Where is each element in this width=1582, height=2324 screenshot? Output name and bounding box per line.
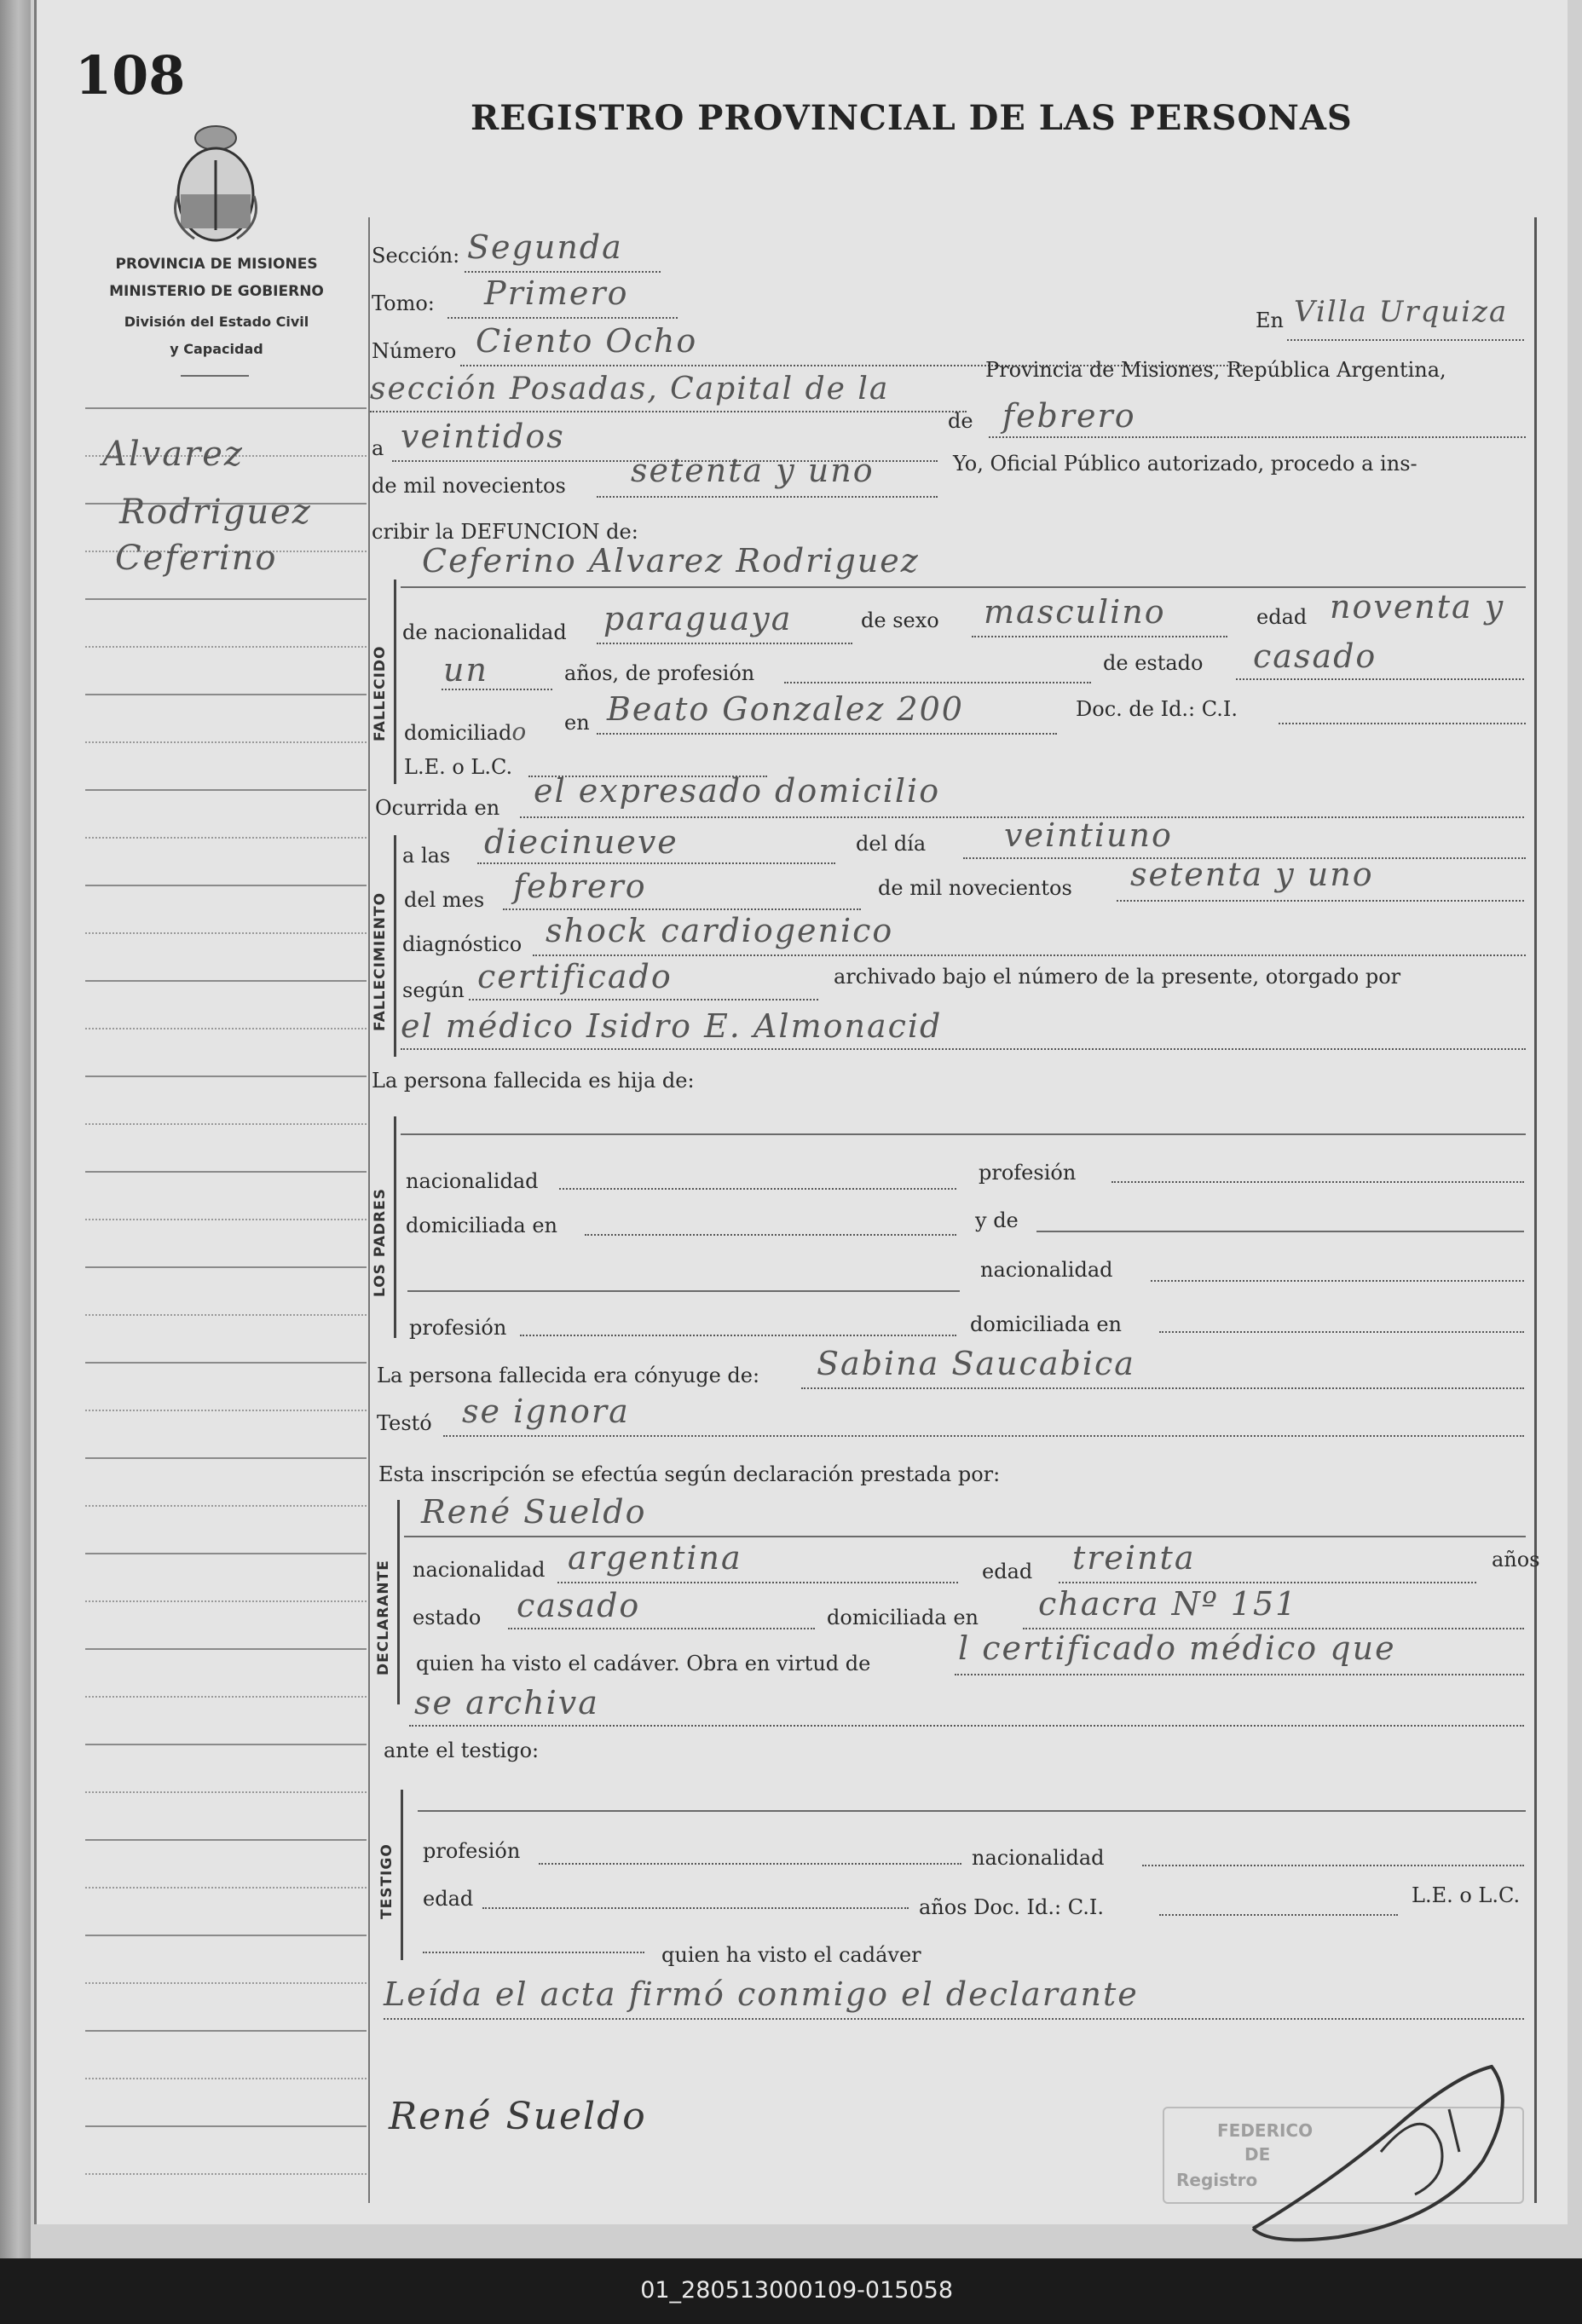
diag-dots xyxy=(533,954,1526,956)
mil-label: de mil novecientos xyxy=(372,474,566,498)
de-value: febrero xyxy=(1002,397,1136,435)
place-dots xyxy=(370,411,967,412)
diag-value: shock cardiogenico xyxy=(546,912,894,949)
le-label: L.E. o L.C. xyxy=(404,755,513,779)
padres-nac-dots xyxy=(559,1188,956,1190)
testigo-profesion-label: profesión xyxy=(423,1839,521,1863)
segun-value: certificado xyxy=(477,958,673,995)
sexo-label: de sexo xyxy=(861,608,939,632)
testigo-name-line xyxy=(418,1810,1526,1812)
margin-ruled-line xyxy=(85,1457,367,1459)
en-label: En xyxy=(1256,309,1284,332)
padres-line-2 xyxy=(407,1290,960,1292)
ocurrida-value: el expresado domicilio xyxy=(534,772,941,810)
margin-ruled-line xyxy=(85,980,367,982)
sexo-dots xyxy=(972,636,1227,637)
margin-ruled-line xyxy=(85,932,367,934)
declarante-estado-value: casado xyxy=(517,1587,641,1624)
margin-note-surname2: Rodriguez xyxy=(119,493,312,532)
fallecimiento-bar xyxy=(394,835,396,1057)
dia-value: veintiuno xyxy=(1004,816,1173,854)
folio-number: 108 xyxy=(75,44,186,107)
numero-label: Número xyxy=(372,339,457,363)
tomo-label: Tomo: xyxy=(372,291,435,315)
right-border xyxy=(1534,217,1537,2203)
testigo-bar xyxy=(401,1790,403,1960)
declarante-name: René Sueldo xyxy=(421,1493,647,1531)
ministry-line-1: PROVINCIA DE MISIONES xyxy=(115,256,318,273)
conyuge-label: La persona fallecida era cónyuge de: xyxy=(377,1364,760,1387)
padres-domiciliada-label: domiciliada en xyxy=(406,1214,557,1237)
de-label: de xyxy=(948,409,973,433)
margin-ruled-line xyxy=(85,1696,367,1698)
domiciliado-label: domiciliado xyxy=(404,718,528,746)
margin-ruled-line xyxy=(85,1887,367,1889)
edad-value-2: un xyxy=(443,651,488,689)
margin-ruled-line xyxy=(85,1982,367,1984)
edad-label: edad xyxy=(1256,605,1308,629)
de-dots xyxy=(989,436,1526,438)
declarante-estado-label: estado xyxy=(413,1606,482,1629)
tomo-dots xyxy=(447,317,678,319)
medico-dots xyxy=(401,1048,1526,1050)
yde-line xyxy=(1036,1231,1524,1232)
ocurrida-label: Ocurrida en xyxy=(375,796,500,820)
decl-visto2-dots xyxy=(409,1725,1524,1727)
margin-ruled-line xyxy=(85,646,367,648)
margin-ruled-line xyxy=(85,1362,367,1364)
estado-label: de estado xyxy=(1103,651,1204,675)
tomo-value: Primero xyxy=(484,274,629,312)
padres-profesion-label: profesión xyxy=(979,1161,1077,1185)
margin-ruled-line xyxy=(85,789,367,791)
stamp-line-3: Registro xyxy=(1176,2170,1258,2190)
margin-ruled-line xyxy=(85,1266,367,1268)
dom-en-label: en xyxy=(564,711,590,735)
testigo-anos-label: años Doc. Id.: C.I. xyxy=(919,1895,1104,1919)
archivado-text: archivado bajo el número de la presente, otorgado por xyxy=(834,965,1401,989)
testo-dots xyxy=(443,1435,1524,1437)
decl-edad-dots xyxy=(1059,1582,1476,1583)
oficial-text: Yo, Oficial Público autorizado, procedo a ins- xyxy=(953,452,1417,476)
declarante-name-line xyxy=(404,1536,1526,1537)
testo-label: Testó xyxy=(377,1411,432,1435)
decl-visto-dots xyxy=(955,1674,1524,1675)
hora-value: diecinueve xyxy=(484,823,678,861)
fallecido-section-label: FALLECIDO xyxy=(372,645,389,741)
test-le-dots xyxy=(423,1952,644,1953)
margin-ruled-line xyxy=(85,1123,367,1125)
dia-label: del día xyxy=(856,832,927,856)
coat-of-arms-icon xyxy=(169,119,263,247)
seccion-label: Sección: xyxy=(372,244,460,268)
margin-ruled-line xyxy=(85,694,367,695)
fallecido-name: Ceferino Alvarez Rodriguez xyxy=(422,542,920,580)
hora-dots xyxy=(477,862,835,864)
margin-ruled-line xyxy=(85,837,367,839)
segun-label: según xyxy=(402,978,465,1002)
anos-profesion-label: años, de profesión xyxy=(564,661,755,685)
footer-id: 01_280513000109-015058 xyxy=(640,2277,953,2304)
ministry-line-3: División del Estado Civil xyxy=(124,314,309,330)
test-edad-dots xyxy=(482,1907,909,1909)
testigo-le-label: L.E. o L.C. xyxy=(1412,1883,1521,1907)
ministry-underline xyxy=(181,375,249,377)
seccion-dots xyxy=(465,271,661,273)
book-binding xyxy=(0,0,31,2258)
margin-ruled-line xyxy=(85,1505,367,1507)
padres-section-label: LOS PADRES xyxy=(372,1188,389,1297)
declarante-nacionalidad-value: argentina xyxy=(568,1539,742,1577)
stamp-line-2: DE xyxy=(1244,2144,1271,2165)
testigo-visto-text: quien ha visto el cadáver xyxy=(661,1943,921,1967)
margin-ruled-line xyxy=(85,1600,367,1602)
official-signature-icon xyxy=(1236,2050,1543,2246)
conyuge-value: Sabina Saucabica xyxy=(817,1345,1135,1382)
padres-nacionalidad2-label: nacionalidad xyxy=(980,1258,1113,1282)
margin-ruled-line xyxy=(85,2030,367,2032)
mil-value: setenta y uno xyxy=(631,452,875,489)
fall-mil-label: de mil novecientos xyxy=(878,876,1072,900)
margin-ruled-line xyxy=(85,1935,367,1936)
estado-value: casado xyxy=(1253,637,1377,675)
test-doc-dots xyxy=(1159,1914,1398,1916)
doc-dots xyxy=(1279,723,1526,724)
margin-ruled-line xyxy=(85,2173,367,2175)
testigo-edad-label: edad xyxy=(423,1887,474,1911)
fall-mil-dots xyxy=(1117,900,1524,902)
estado-dots xyxy=(1236,678,1524,680)
mil-dots xyxy=(597,496,938,498)
fallecido-bar xyxy=(394,580,396,784)
margin-ruled-line xyxy=(85,1553,367,1554)
declarante-visto-value: l certificado médico que xyxy=(958,1629,1396,1667)
seccion-value: Segunda xyxy=(467,228,623,266)
nac-dots xyxy=(597,643,852,644)
page-title: REGISTRO PROVINCIAL DE LAS PERSONAS xyxy=(471,98,1353,138)
testo-value: se ignora xyxy=(462,1393,630,1430)
declarante-anos-label: años xyxy=(1492,1548,1540,1571)
decl-estado-dots xyxy=(508,1628,815,1629)
declarante-domiciliada-label: domiciliada en xyxy=(827,1606,979,1629)
margin-ruled-line xyxy=(85,598,367,600)
declarante-signature: René Sueldo xyxy=(389,2095,647,2138)
padres-nac2-dots xyxy=(1151,1280,1524,1282)
margin-ruled-line xyxy=(85,1028,367,1029)
diag-label: diagnóstico xyxy=(402,932,523,956)
margin-ruled-line xyxy=(85,1410,367,1411)
a-label: a xyxy=(372,436,384,460)
medico-value: el médico Isidro E. Almonacid xyxy=(401,1007,943,1045)
en-dots xyxy=(1287,339,1524,341)
mes-label: del mes xyxy=(404,888,485,912)
prof-dots xyxy=(784,682,1091,683)
margin-ruled-line xyxy=(85,2078,367,2079)
edad-value: noventa y xyxy=(1330,588,1505,626)
margin-ruled-line xyxy=(85,1791,367,1793)
margin-ruled-line xyxy=(85,407,367,409)
testigo-nacionalidad-label: nacionalidad xyxy=(972,1846,1105,1870)
declarante-section-label: DECLARANTE xyxy=(375,1560,392,1675)
numero-value: Ciento Ocho xyxy=(476,322,698,360)
margin-ruled-line xyxy=(85,1839,367,1841)
declarante-domiciliada-value: chacra Nº 151 xyxy=(1038,1585,1298,1623)
margin-note-name: Ceferino xyxy=(115,539,278,578)
closing-dots xyxy=(384,2018,1524,2020)
declarante-visto-text: quien ha visto el cadáver. Obra en virtud de xyxy=(416,1652,871,1675)
hora-label: a las xyxy=(402,844,451,868)
margin-note-surname1: Alvarez xyxy=(102,435,244,474)
fallecido-nacionalidad-value: paraguaya xyxy=(603,600,793,637)
yde-label: y de xyxy=(975,1208,1019,1232)
hija-de-text: La persona fallecida es hija de: xyxy=(372,1069,695,1093)
testigo-section-label: TESTIGO xyxy=(378,1843,396,1919)
fall-mil-value: setenta y uno xyxy=(1130,856,1374,893)
margin-ruled-line xyxy=(85,1314,367,1316)
register-sheet xyxy=(34,0,1568,2224)
padres-prof-dots xyxy=(1111,1181,1524,1183)
fallecido-nacionalidad-label: de nacionalidad xyxy=(402,620,567,644)
test-nac-dots xyxy=(1142,1865,1524,1866)
padres-dom-dots xyxy=(585,1234,956,1236)
segun-dots xyxy=(469,999,818,1001)
doc-label: Doc. de Id.: C.I. xyxy=(1076,697,1238,721)
en-value: Villa Urquiza xyxy=(1294,295,1509,329)
test-prof-dots xyxy=(539,1863,961,1865)
padres-domiciliada2-label: domiciliada en xyxy=(970,1312,1122,1336)
padres-line-1 xyxy=(401,1133,1526,1135)
margin-ruled-line xyxy=(85,1744,367,1745)
declarante-visto-value-2: se archiva xyxy=(414,1684,599,1721)
margin-ruled-line xyxy=(85,1171,367,1173)
domicilio-value: Beato Gonzalez 200 xyxy=(607,690,964,728)
declarante-nacionalidad-label: nacionalidad xyxy=(413,1558,546,1582)
dom-dots xyxy=(597,733,1057,735)
edad2-dots xyxy=(442,689,552,690)
testigo-intro: ante el testigo: xyxy=(384,1739,540,1762)
declarante-bar xyxy=(397,1500,400,1704)
margin-ruled-line xyxy=(85,1075,367,1077)
inscribir-text: cribir la DEFUNCION de: xyxy=(372,520,638,544)
mes-value: febrero xyxy=(513,868,647,905)
padres-profesion2-label: profesión xyxy=(409,1316,507,1340)
declarante-edad-value: treinta xyxy=(1072,1539,1196,1577)
padres-dom2-dots xyxy=(1159,1331,1524,1333)
margin-ruled-line xyxy=(85,2125,367,2127)
padres-nacionalidad-label: nacionalidad xyxy=(406,1169,539,1193)
declarante-edad-label: edad xyxy=(982,1560,1033,1583)
margin-ruled-line xyxy=(85,741,367,743)
declaracion-text: Esta inscripción se efectúa según declaración prestada por: xyxy=(378,1462,1001,1486)
sexo-value: masculino xyxy=(984,593,1166,631)
margin-ruled-line xyxy=(85,1219,367,1220)
closing-text: Leída el acta firmó conmigo el declarante xyxy=(384,1975,1139,2013)
ministry-line-4: y Capacidad xyxy=(170,341,263,357)
place-value: sección Posadas, Capital de la xyxy=(370,372,890,407)
stamp-line-1: FEDERICO xyxy=(1217,2120,1314,2141)
decl-nac-dots xyxy=(557,1582,958,1583)
margin-ruled-line xyxy=(85,1648,367,1650)
a-value: veintidos xyxy=(401,418,565,455)
padres-prof2-dots xyxy=(520,1335,956,1336)
ministry-line-2: MINISTERIO DE GOBIERNO xyxy=(109,283,324,300)
padres-bar xyxy=(394,1116,396,1338)
fallecimiento-section-label: FALLECIMIENTO xyxy=(372,891,389,1031)
margin-divider xyxy=(368,217,370,2203)
provincia-text: Provincia de Misiones, República Argentina, xyxy=(985,358,1446,382)
margin-ruled-line xyxy=(85,885,367,886)
conyuge-dots xyxy=(801,1387,1524,1389)
mes-dots xyxy=(503,908,861,910)
